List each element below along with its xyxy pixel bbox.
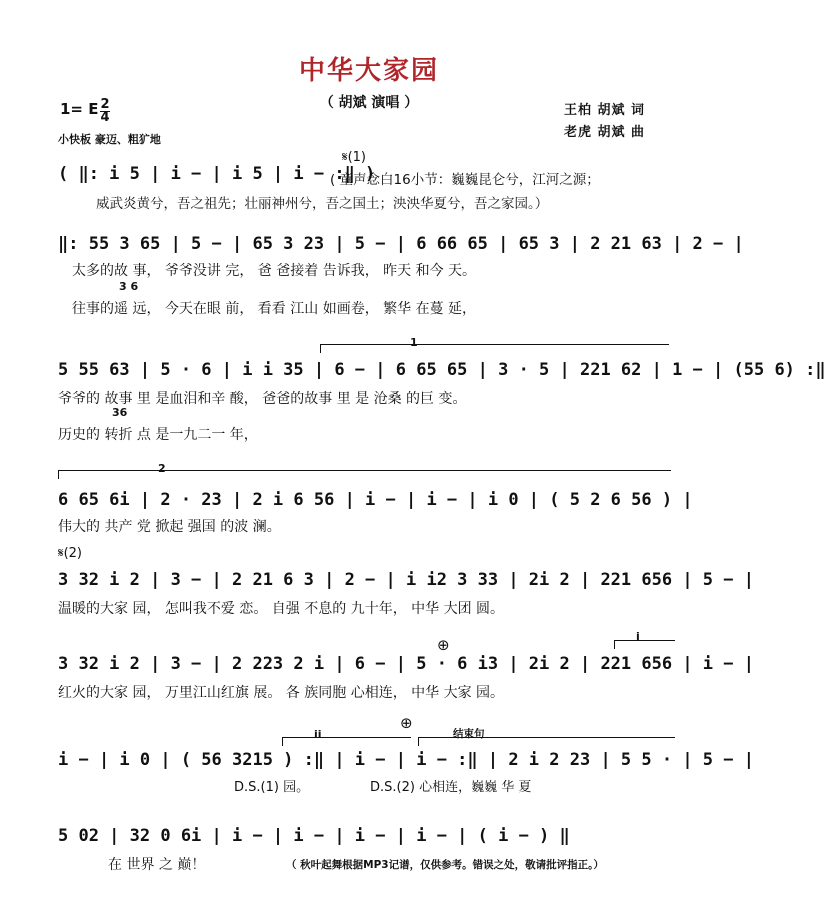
time-signature-bottom: 4 <box>100 110 110 125</box>
segno-2-mark: 𝄋(2) <box>58 546 83 561</box>
row1-alt-notes: 3 6 <box>119 280 139 293</box>
singer-line: （ 胡斌 演唱 ） <box>319 95 419 111</box>
key-signature: 1= E <box>60 100 99 118</box>
intro-notes: ( ‖: i 5 | i − | i 5 | i − :‖ ) <box>58 164 376 184</box>
ending-label: 结束句 <box>453 728 485 740</box>
segno-1-mark: 𝄋(1) <box>342 150 367 165</box>
coda-mark-1: ⊕ <box>437 636 450 654</box>
row7-lyric: 在 世界 之 巅！ <box>108 857 206 873</box>
volta-ii-label: ii <box>314 728 322 741</box>
row4-notes: 3 32 i 2 | 3 − | 2 21 6 3 | 2 − | i i2 3 33 | 2i 2 | 221 656 | 5 − | <box>58 570 754 590</box>
lyricist-credit: 王柏 胡斌 词 <box>564 103 646 118</box>
time-signature <box>99 99 111 124</box>
row3-notes: 6 65 6i | 2 · 23 | 2 i 6 56 | i − | i − | i 0 | ( 5 2 6 56 ) | <box>58 490 693 510</box>
row4-lyric: 温暖的大家 园， 怎叫我不爱 恋。 自强 不息的 九十年， 中华 大团 圆。 <box>58 601 505 617</box>
row5-lyric: 红火的大家 园， 万里江山红旗 展。 各 族同胞 心相连， 中华 大家 园。 <box>58 685 505 701</box>
narration-line-2: 威武炎黄兮，吾之祖先；壮丽神州兮，吾之国土；泱泱华夏兮，吾之家园。） <box>96 196 549 212</box>
row2-alt-notes: 36 <box>112 406 128 419</box>
volta-2-bracket <box>58 470 671 479</box>
row3-lyric: 伟大的 共产 党 掀起 强国 的波 澜。 <box>58 519 281 535</box>
volta-i-bracket <box>614 640 675 649</box>
row1-lyric-verse1: 太多的故 事， 爷爷没讲 完， 爸 爸接着 告诉我， 昨天 和今 天。 <box>72 263 477 279</box>
volta-ii-bracket <box>282 737 411 746</box>
tempo-marking: 小快板 豪迈、粗犷地 <box>58 133 161 146</box>
row7-notes: 5 02 | 32 0 6i | i − | i − | i − | i − | ( i − ) ‖ <box>58 826 570 846</box>
row6-lyric-ds1: D.S.(1) 园。 <box>234 780 310 795</box>
row2-lyric-verse1: 爷爷的 故事 里 是血泪和辛 酸， 爸爸的故事 里 是 沧桑 的巨 变。 <box>58 391 467 407</box>
volta-1-bracket <box>320 344 669 353</box>
volta-2-label: 2 <box>158 462 166 475</box>
row2-notes: 5 55 63 | 5 · 6 | i i 35 | 6 − | 6 65 65 | 3 · 5 | 221 62 | 1 − | (55 6) :‖ <box>58 360 826 380</box>
coda-mark-2: ⊕ <box>400 714 413 732</box>
time-signature-top: 2 <box>100 97 110 112</box>
row6-notes: i − | i 0 | ( 56 3215 ) :‖ | i − | i − :‖ | 2 i 2 23 | 5 5 · | 5 − | <box>58 750 754 770</box>
row1-lyric-verse2: 往事的遥 远， 今天在眼 前， 看看 江山 如画卷， 繁华 在蔓 延， <box>72 301 477 317</box>
volta-1-label: 1 <box>410 336 418 349</box>
row5-notes: 3 32 i 2 | 3 − | 2 223 2 i | 6 − | 5 · 6 i3 | 2i 2 | 221 656 | i − | <box>58 654 754 674</box>
narration-line-1: ( 童声念白16小节：巍巍昆仑兮，江河之源； <box>330 172 600 188</box>
page-title: 中华大家园 <box>298 56 439 86</box>
volta-i-label: i <box>636 630 640 643</box>
row6-lyric-ds2: D.S.(2) 心相连，巍巍 华 夏 <box>370 780 532 795</box>
transcription-note: （ 秋叶起舞根据MP3记谱，仅供参考。错误之处，敬请批评指正。） <box>286 859 604 871</box>
composer-credit: 老虎 胡斌 曲 <box>564 125 646 140</box>
row2-lyric-verse2: 历史的 转折 点 是一九二一 年， <box>58 427 258 443</box>
row1-notes: ‖: 55 3 65 | 5 − | 65 3 23 | 5 − | 6 66 65 | 65 3 | 2 21 63 | 2 − | <box>58 234 744 254</box>
